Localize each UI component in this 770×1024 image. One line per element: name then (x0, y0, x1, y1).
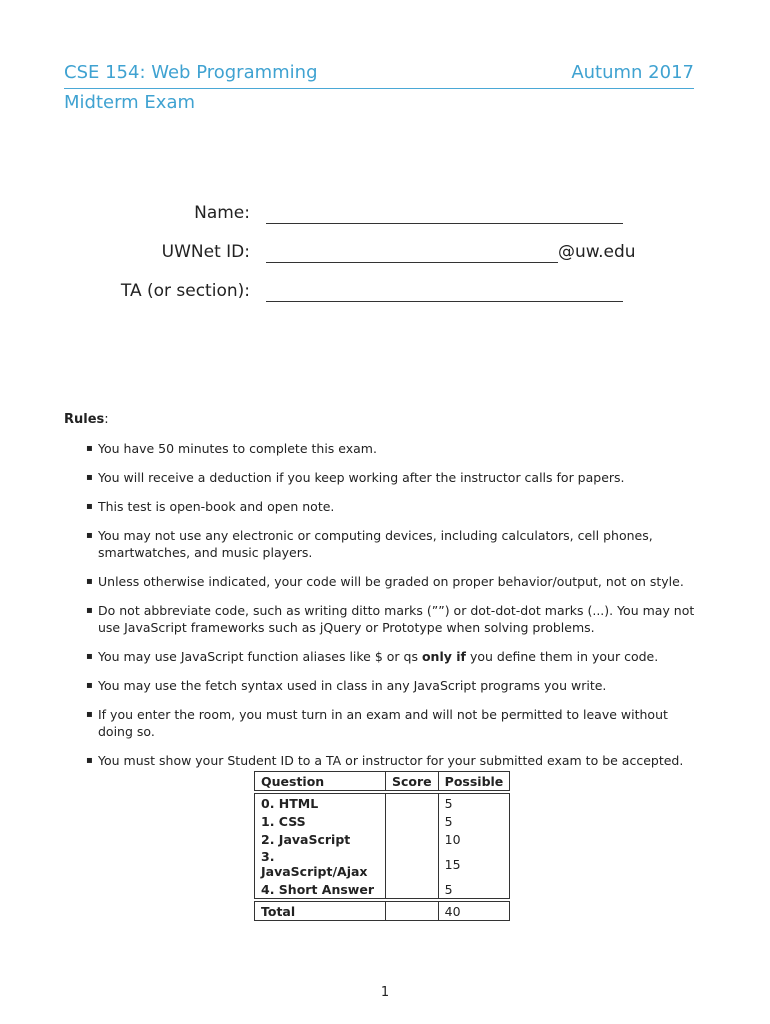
header-question: Question (255, 772, 386, 791)
page-number: 1 (380, 985, 390, 1000)
rule-item: ▪ Unless otherwise indicated, your code will be graded on proper behavior/output, not on style. (86, 574, 684, 589)
name-label: Name: (194, 203, 250, 223)
score-table (254, 771, 510, 921)
rule-item: ▪ You must show your Student ID to a TA or instructor for your submitted exam to be accepted. (86, 753, 684, 768)
ta-blank[interactable] (266, 301, 623, 302)
ta-label: TA (or section): (120, 281, 250, 301)
table-row: 1. CSS 5 (255, 812, 510, 830)
rules-heading: Rules: (64, 412, 109, 427)
term-label: Autumn 2017 (571, 62, 694, 83)
name-blank[interactable] (266, 223, 623, 224)
course-title: CSE 154: Web Programming (64, 62, 318, 83)
table-row: 3. JavaScript/Ajax 15 (255, 848, 510, 880)
header-possible: Possible (438, 772, 510, 791)
ta-field[interactable] (0, 281, 770, 305)
table-row: 4. Short Answer 5 (255, 880, 510, 899)
rule-item: ▪ If you enter the room, you must turn in an exam and will not be permitted to leave without doing so. (86, 707, 668, 739)
rule-item: ▪ You have 50 minutes to complete this exam. (86, 441, 377, 456)
header-score: Score (386, 772, 439, 791)
total-row (255, 902, 510, 921)
table-row: 0. HTML 5 (255, 794, 510, 813)
total-label: Total (255, 902, 386, 921)
table-row: 2. JavaScript 10 (255, 830, 510, 848)
uwnet-blank[interactable] (266, 262, 558, 263)
table-header-row (255, 772, 510, 791)
uwnet-label: UWNet ID: (161, 242, 250, 262)
rule-item: ▪ You may not use any electronic or computing devices, including calculators, cell phones, smartwatches, and music players. (86, 528, 653, 560)
rules-list (64, 440, 704, 781)
name-field[interactable] (0, 203, 770, 227)
total-score[interactable] (386, 902, 439, 921)
rule-item: ▪ This test is open-book and open note. (86, 499, 335, 514)
total-possible: 40 (438, 902, 510, 921)
rule-item: ▪ You may use the fetch syntax used in class in any JavaScript programs you write. (86, 678, 607, 693)
rule-item: ▪ You will receive a deduction if you keep working after the instructor calls for papers. (86, 470, 625, 485)
header-bar (64, 62, 694, 89)
rule-item: ▪ Do not abbreviate code, such as writing ditto marks (””) or dot-dot-dot marks (...). You may not use JavaScript frameworks such as jQuery or Prototype when solving problems. (86, 603, 695, 635)
exam-title: Midterm Exam (64, 92, 196, 113)
rule-item: ▪ You may use JavaScript function aliases like $ or qs only if you define them in your code. (86, 649, 659, 664)
uwnet-suffix: @uw.edu (558, 242, 636, 262)
uwnet-field[interactable] (0, 242, 770, 266)
